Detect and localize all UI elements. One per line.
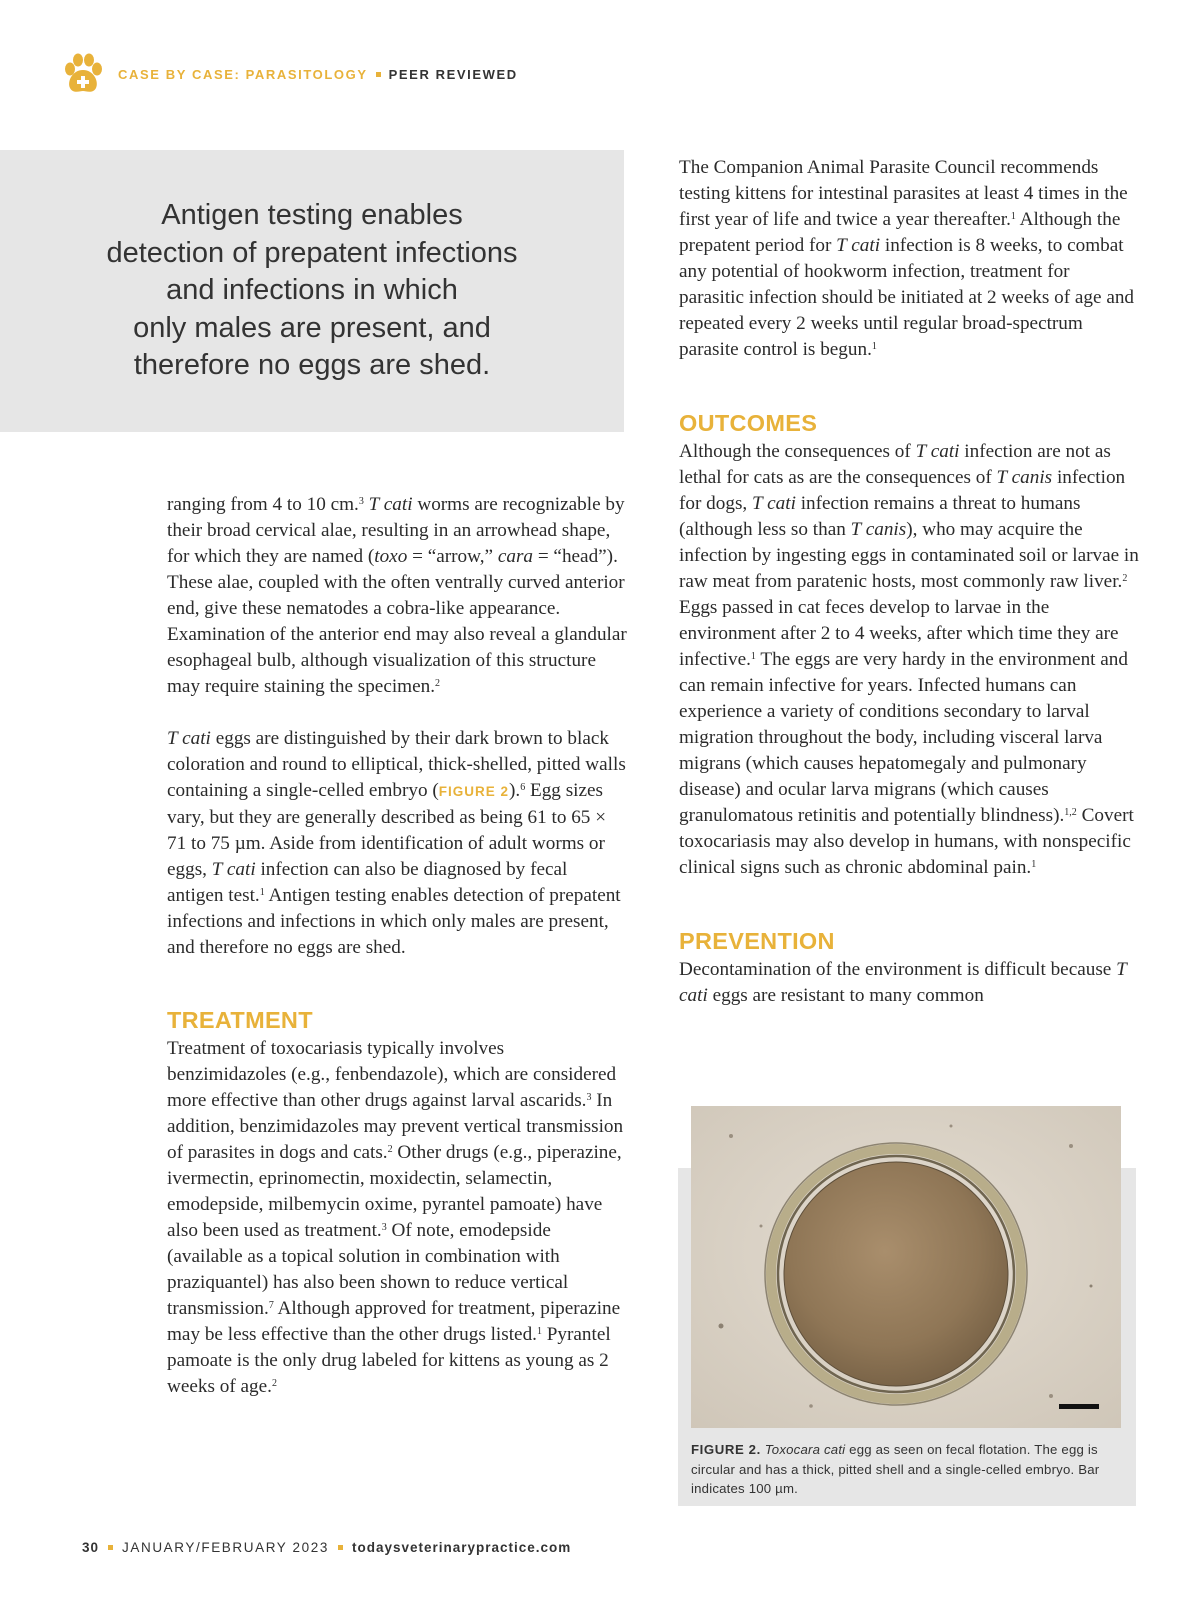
figure-caption-text: egg as seen on fecal flotation. The egg is circular and has a thick, pitted shell and a single-celled embryo. Bar indicates 100 µm. bbox=[691, 1442, 1100, 1496]
issue-date: JANUARY/FEBRUARY 2023 bbox=[122, 1540, 329, 1555]
section-category: CASE BY CASE: PARASITOLOGY bbox=[118, 66, 368, 82]
website-link[interactable]: todaysveterinarypractice.com bbox=[351, 1540, 572, 1555]
left-column bbox=[167, 492, 627, 1400]
pull-quote-line: Antigen testing enables bbox=[161, 199, 463, 232]
section-header bbox=[60, 52, 518, 96]
pull-quote-line: therefore no eggs are shed. bbox=[133, 349, 491, 382]
separator-square bbox=[108, 1545, 113, 1550]
paw-plus-icon bbox=[60, 52, 104, 96]
paragraph-prevention: Decontamination of the environment is difficult because T cati eggs are resistant to many common bbox=[679, 959, 1127, 1006]
paragraph-capc: The Companion Animal Parasite Council recommends testing kittens for intestinal parasites at least 4 times in the first year of life and twice a year thereafter.$^1$ Although the prepatent period for T cati infection is 8 weeks, to combat any potential of hookworm infection, treatment for parasitic infection should be initiated at 2 weeks of age and repeated every 2 weeks until regular broad-spectrum parasite control is begun.$^1$ bbox=[679, 157, 1135, 360]
pull-quote-box bbox=[0, 150, 624, 432]
figure-species: Toxocara cati bbox=[764, 1442, 846, 1457]
peer-reviewed-label: PEER REVIEWED bbox=[388, 66, 518, 82]
pull-quote-text bbox=[52, 197, 572, 385]
page-number: 30 bbox=[82, 1540, 100, 1555]
paragraph-eggs: T cati eggs are distinguished by their dark brown to black coloration and round to elliptical, thick-shelled, pitted walls containing a single-celled embryo (FIGURE 2).$^6$ Egg sizes vary, but they are generally described as being 61 to 65 × 71 to 75 µm. Aside from identification of adult worms or eggs, T cati infection can also be diagnosed by fecal antigen test.$^1$ Antigen testing enables detection of prepatent infections and infections in which only males are present, and therefore no eggs are shed. bbox=[167, 728, 626, 958]
figure-label: FIGURE 2. bbox=[691, 1442, 761, 1457]
separator-square bbox=[338, 1545, 343, 1550]
heading-outcomes: OUTCOMES bbox=[679, 410, 818, 436]
egg-micrograph bbox=[691, 1106, 1121, 1428]
figure-2-link[interactable]: FIGURE 2 bbox=[438, 784, 509, 799]
pull-quote-line: detection of prepatent infections bbox=[106, 236, 518, 269]
pull-quote-line: only males are present, and bbox=[133, 311, 491, 344]
separator-square bbox=[376, 72, 381, 77]
paragraph-treatment: Treatment of toxocariasis typically involves benzimidazoles (e.g., fenbendazole), which are considered more effective than other drugs against larval ascarids.$^3$ In addition, benzimidazoles may prevent vertical transmission of parasites in dogs and cats.$^2$ Other drugs (e.g., piperazine, ivermectin, eprinomectin, moxidectin, selamectin, emodepside, milbemycin oxime, pyrantel pamoate) have also been used as treatment.$^3$ Of note, emodepside (available as a topical solution in combination with praziquantel) has also been shown to reduce vertical transmission.$^7$ Although approved for treatment, piperazine may be less effective than the other drugs listed.$^1$ Pyrantel pamoate is the only drug labeled for kittens as young as 2 weeks of age.$^2$ bbox=[167, 1038, 624, 1397]
page-footer bbox=[82, 1540, 571, 1555]
heading-prevention: PREVENTION bbox=[679, 928, 835, 954]
right-column bbox=[679, 155, 1139, 1009]
pull-quote-line: and infections in which bbox=[166, 274, 458, 307]
paragraph-morphology: ranging from 4 to 10 cm.$^3$ T cati worms are recognizable by their broad cervical alae, resulting in an arrowhead shape, for which they are named (toxo = “arrow,” cara = “head”). These alae, coupled with the often ventrally curved anterior end, give these nematodes a cobra-like appearance. Examination of the anterior end may also reveal a glandular esophageal bulb, although visualization of this structure may require staining the specimen.$^2$ bbox=[167, 494, 627, 697]
figure-caption bbox=[691, 1440, 1123, 1499]
heading-treatment: TREATMENT bbox=[167, 1007, 313, 1033]
paragraph-outcomes: Although the consequences of T cati infection are not as lethal for cats as are the consequences of T canis infection for dogs, T cati infection remains a threat to humans (although less so than T canis), who may acquire the infection by ingesting eggs in contaminated soil or larvae in raw meat from paratenic hosts, most commonly raw liver.$^2$ Eggs passed in cat feces develop to larvae in the environment after 2 to 4 weeks, after which time they are infective.$^1$ The eggs are very hardy in the environment and can remain infective for years. Infected humans can experience a variety of conditions secondary to larval migration throughout the body, including visceral larva migrans (which causes hepatomegaly and pulmonary disease) and ocular larva migrans (which causes granulomatous retinitis and potentially blindness).$^{1,2}$ Covert toxocariasis may also develop in humans, with nonspecific clinical signs such as chronic abdominal pain.$^1$ bbox=[679, 441, 1139, 878]
